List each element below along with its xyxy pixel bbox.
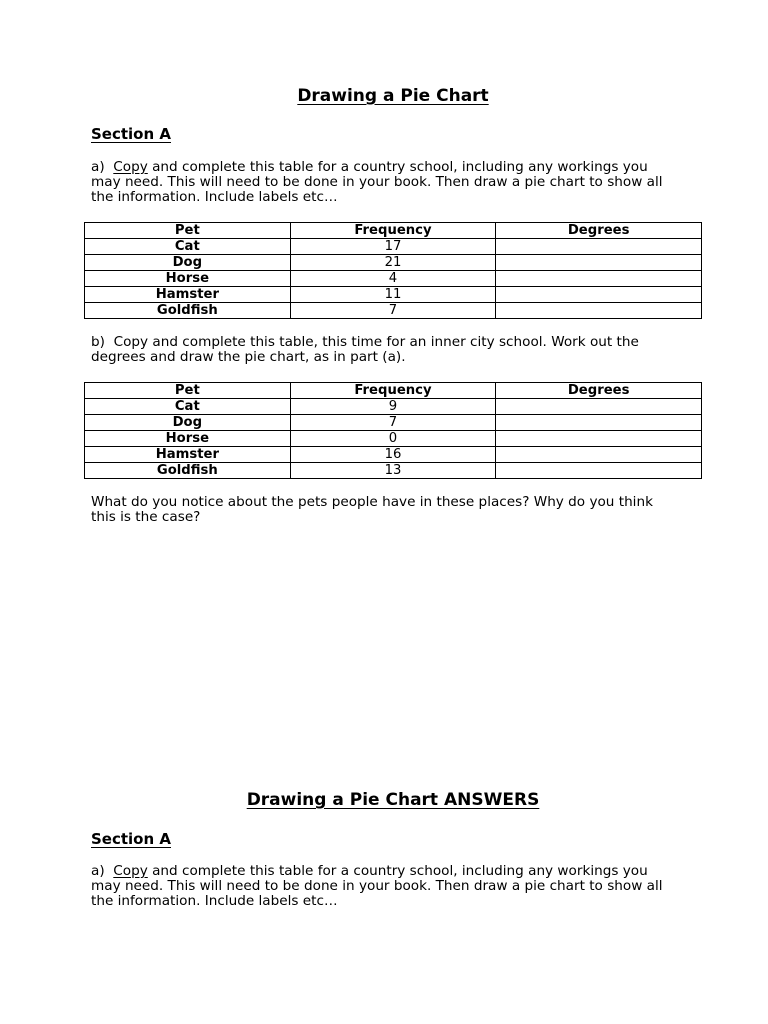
section-heading: Section A xyxy=(91,125,171,143)
answers-section-heading: Section A xyxy=(91,830,171,848)
pet-cell: Hamster xyxy=(85,447,291,463)
table-header-row xyxy=(85,223,702,239)
pet-cell: Goldfish xyxy=(85,303,291,319)
frequency-cell: 13 xyxy=(290,463,496,479)
frequency-cell: 7 xyxy=(290,303,496,319)
answers-part-a-line-2: may need. This will need to be done in your book. Then draw a pie chart to show all xyxy=(91,878,663,894)
pet-cell: Hamster xyxy=(85,287,291,303)
answers-title: Drawing a Pie Chart ANSWERS xyxy=(246,790,540,810)
copy-word: Copy xyxy=(113,159,148,175)
frequency-cell: 17 xyxy=(290,239,496,255)
header-pet: Pet xyxy=(85,223,291,239)
header-frequency: Frequency xyxy=(290,383,496,399)
part-a-label: a) xyxy=(91,159,105,175)
table-row xyxy=(85,303,702,319)
frequency-cell: 7 xyxy=(290,415,496,431)
table-header-row xyxy=(85,383,702,399)
degrees-cell xyxy=(496,239,702,255)
frequency-cell: 0 xyxy=(290,431,496,447)
part-b-label: b) xyxy=(91,334,105,350)
country-school-table xyxy=(84,222,702,319)
header-degrees: Degrees xyxy=(496,383,702,399)
part-b-line-2: degrees and draw the pie chart, as in part (a). xyxy=(91,349,406,365)
degrees-cell xyxy=(496,415,702,431)
answers-part-a-line-1 xyxy=(91,864,711,879)
table-row xyxy=(85,399,702,415)
page-title: Drawing a Pie Chart xyxy=(297,86,489,106)
table-row xyxy=(85,415,702,431)
table-row xyxy=(85,431,702,447)
pet-cell: Horse xyxy=(85,271,291,287)
discussion-question xyxy=(91,495,711,525)
table-row xyxy=(85,447,702,463)
part-a-line-1 xyxy=(91,160,711,175)
degrees-cell xyxy=(496,255,702,271)
degrees-cell xyxy=(496,431,702,447)
frequency-cell: 4 xyxy=(290,271,496,287)
table-row xyxy=(85,463,702,479)
part-a-line-3: the information. Include labels etc… xyxy=(91,189,338,205)
part-a-line-2: may need. This will need to be done in your book. Then draw a pie chart to show all xyxy=(91,174,663,190)
pet-cell: Dog xyxy=(85,255,291,271)
answers-copy-word: Copy xyxy=(113,863,148,879)
question-line-2: this is the case? xyxy=(91,509,201,525)
pet-cell: Cat xyxy=(85,239,291,255)
part-a-instructions xyxy=(91,160,711,205)
degrees-cell xyxy=(496,463,702,479)
inner-city-school-table xyxy=(84,382,702,479)
frequency-cell: 21 xyxy=(290,255,496,271)
question-line-1: What do you notice about the pets people have in these places? Why do you think xyxy=(91,494,653,510)
header-frequency: Frequency xyxy=(290,223,496,239)
part-a-line-1-rest: and complete this table for a country school, including any workings you xyxy=(147,159,648,175)
answers-part-a-line-1-rest: and complete this table for a country school, including any workings you xyxy=(147,863,648,879)
degrees-cell xyxy=(496,287,702,303)
pet-cell: Dog xyxy=(85,415,291,431)
table-row xyxy=(85,255,702,271)
answers-part-a-line-3: the information. Include labels etc… xyxy=(91,893,338,909)
degrees-cell xyxy=(496,303,702,319)
frequency-cell: 11 xyxy=(290,287,496,303)
pet-cell: Horse xyxy=(85,431,291,447)
pet-cell: Cat xyxy=(85,399,291,415)
degrees-cell xyxy=(496,447,702,463)
header-pet: Pet xyxy=(85,383,291,399)
table-row xyxy=(85,271,702,287)
table-row xyxy=(85,239,702,255)
part-b-line-1-text: Copy and complete this table, this time for an inner city school. Work out the xyxy=(113,334,639,350)
degrees-cell xyxy=(496,271,702,287)
pet-cell: Goldfish xyxy=(85,463,291,479)
frequency-cell: 16 xyxy=(290,447,496,463)
table-row xyxy=(85,287,702,303)
answers-part-a-instructions xyxy=(91,864,711,909)
part-b-line-1 xyxy=(91,335,711,350)
header-degrees: Degrees xyxy=(496,223,702,239)
degrees-cell xyxy=(496,399,702,415)
part-b-instructions xyxy=(91,335,711,365)
answers-part-a-label: a) xyxy=(91,863,105,879)
frequency-cell: 9 xyxy=(290,399,496,415)
